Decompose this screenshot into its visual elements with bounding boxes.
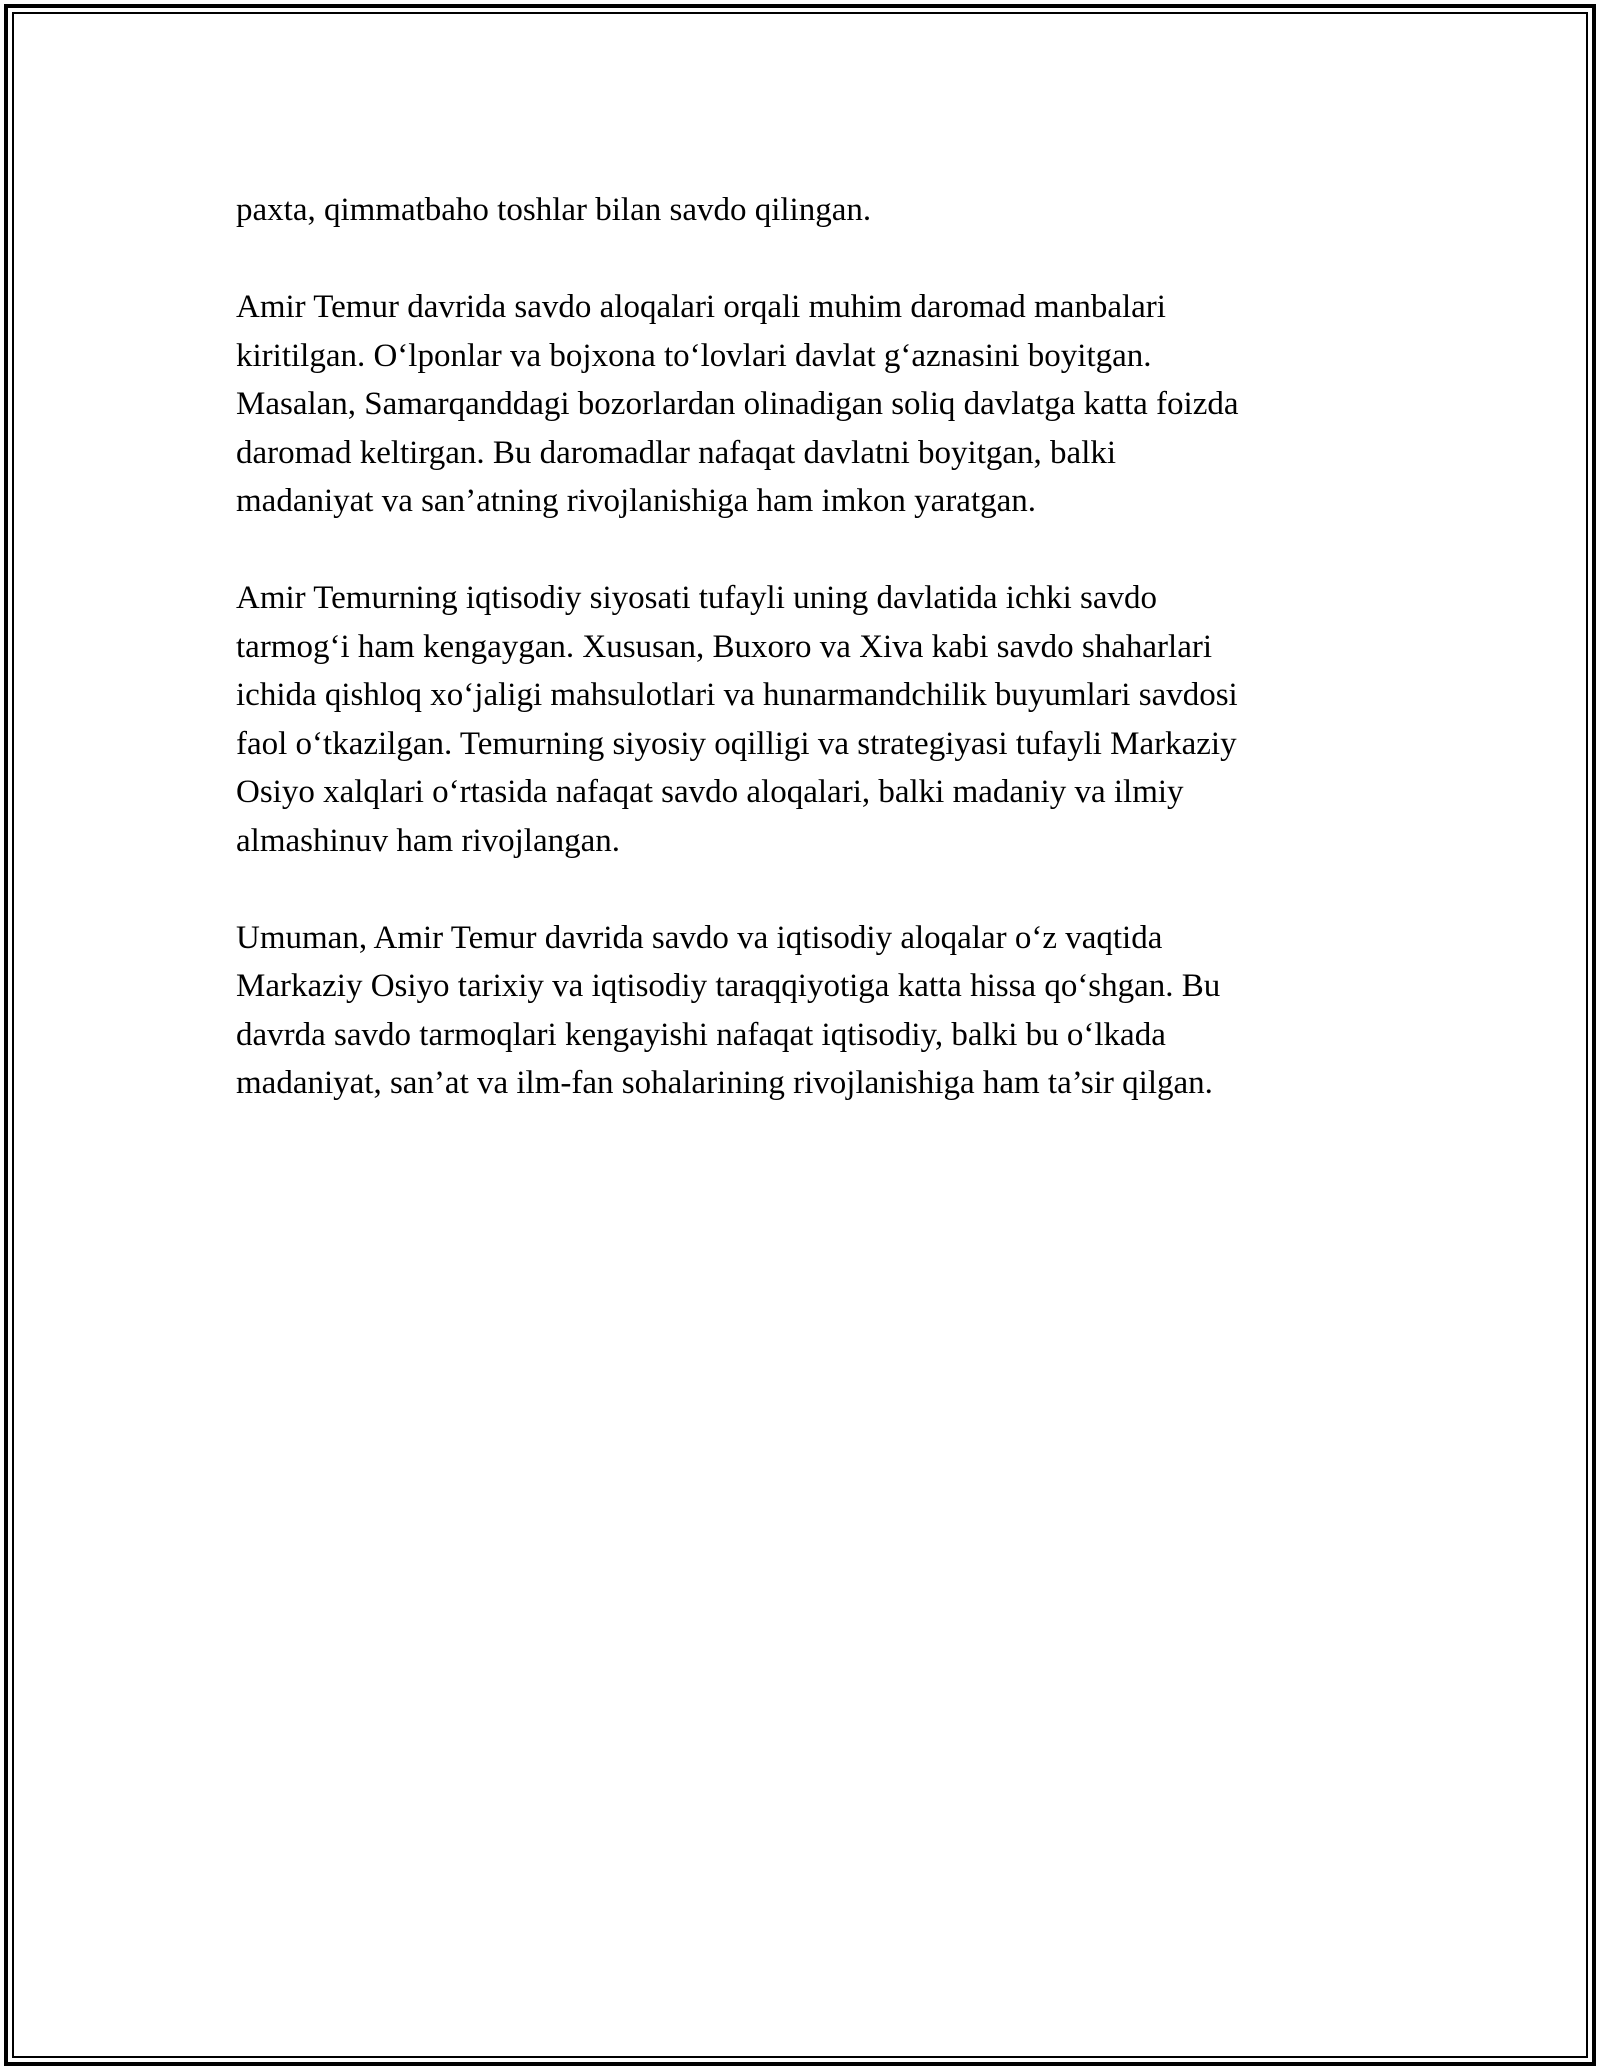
text-line: daromad keltirgan. Bu daromadlar nafaqat davlatni boyitgan, balki: [236, 434, 1117, 471]
text-line: madaniyat, san’at va ilm-fan sohalarining rivojlanishiga ham ta’sir qilgan.: [236, 1065, 1213, 1101]
text-line: tarmog‘i ham kengaygan. Xususan, Buxoro va Xiva kabi savdo shaharlari: [236, 628, 1212, 665]
paragraph: [236, 283, 1366, 526]
text-line: Umuman, Amir Temur davrida savdo va iqtisodiy aloqalar o‘z vaqtida: [236, 919, 1163, 956]
document-body: [236, 186, 1366, 1156]
paragraph: [236, 574, 1366, 865]
text-line: faol o‘tkazilgan. Temurning siyosiy oqilligi va strategiyasi tufayli Markaziy: [236, 725, 1237, 762]
text-line: ichida qishloq xo‘jaligi mahsulotlari va hunarmandchilik buyumlari savdosi: [236, 677, 1238, 713]
text-line: Osiyo xalqlari o‘rtasida nafaqat savdo aloqalari, balki madaniy va ilmiy: [236, 774, 1184, 810]
text-line: Masalan, Samarqanddagi bozorlardan olinadigan soliq davlatga katta foizda: [236, 386, 1239, 422]
text-line: Amir Temur davrida savdo aloqalari orqali muhim daromad manbalari: [236, 289, 1166, 325]
text-line: kiritilgan. O‘lponlar va bojxona to‘lovlari davlat g‘aznasini boyitgan.: [236, 337, 1152, 374]
text-line: Amir Temurning iqtisodiy siyosati tufayli uning davlatida ichki savdo: [236, 580, 1157, 616]
text-line: davrda savdo tarmoqlari kengayishi nafaqat iqtisodiy, balki bu o‘lkada: [236, 1016, 1166, 1053]
text-line: paxta, qimmatbaho toshlar bilan savdo qilingan.: [236, 192, 872, 228]
paragraph: [236, 914, 1366, 1108]
paragraph: [236, 186, 1366, 235]
text-line: madaniyat va san’atning rivojlanishiga ham imkon yaratgan.: [236, 483, 1037, 519]
text-line: Markaziy Osiyo tarixiy va iqtisodiy taraqqiyotiga katta hissa qo‘shgan. Bu: [236, 968, 1221, 1004]
text-line: almashinuv ham rivojlangan.: [236, 822, 620, 859]
